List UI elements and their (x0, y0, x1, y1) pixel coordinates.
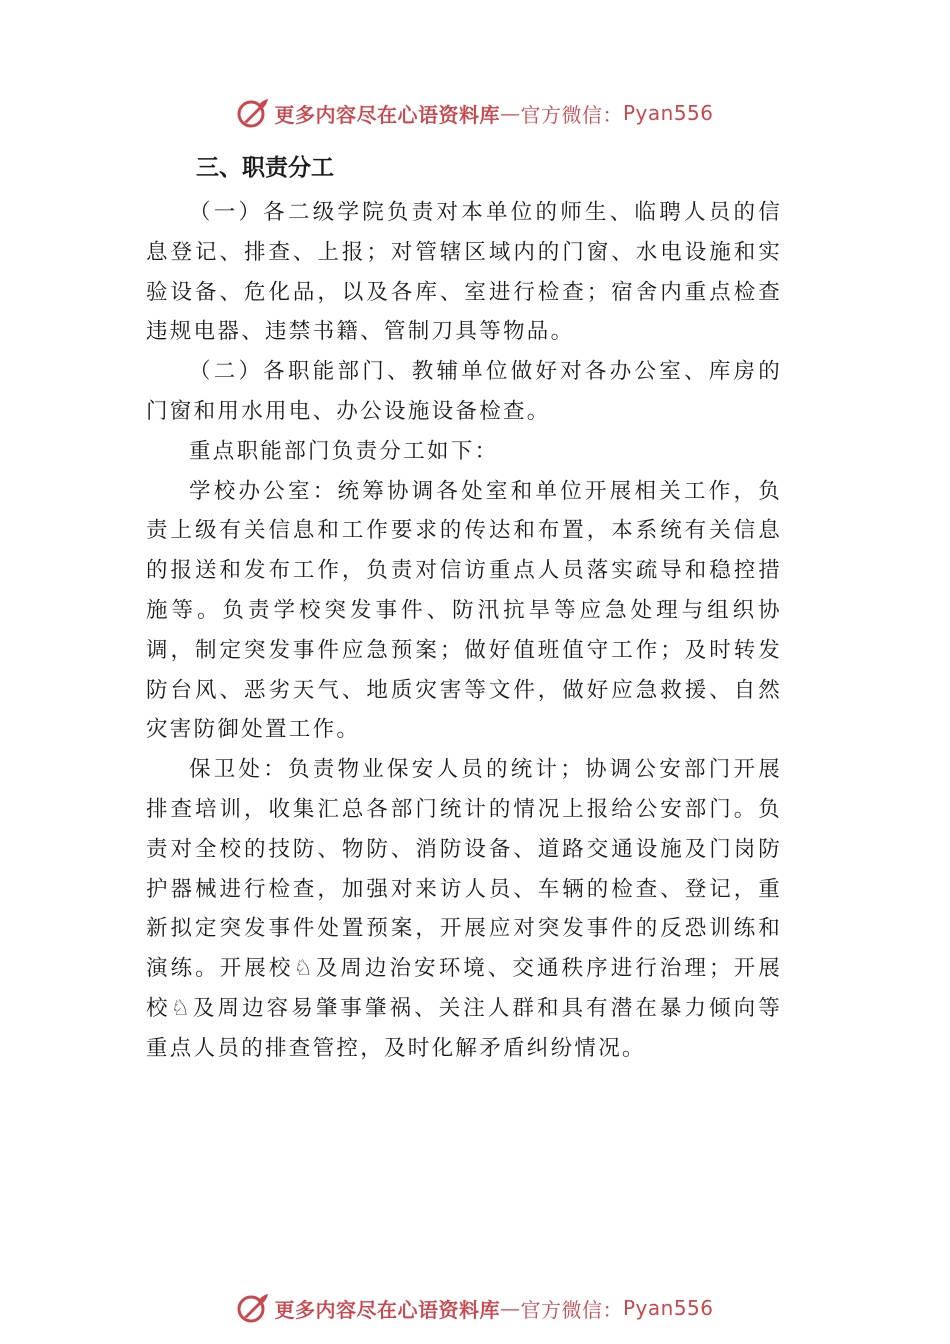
paragraph-3: 重点职能部门负责分工如下： (189, 438, 499, 464)
quill-logo-icon (236, 96, 270, 130)
watermark-brand: 更多内容尽在心语资料库 (274, 1297, 500, 1322)
watermark-separator: — (499, 101, 521, 125)
watermark-label: 官方微信： (520, 102, 623, 127)
paragraph-2: （二）各职能部门、教辅单位做好对各办公室、库房的门窗和用水用电、办公设施设备检查。 (146, 359, 782, 424)
paragraph-5: 保卫处：负责物业保安人员的统计；协调公安部门开展排查培训，收集汇总各部门统计的情况上报给公安部门。负责对全校的技防、物防、消防设备、道路交通设施及门岗防护器械进行检查，加强对来访人员、车辆的检查、登记，重新拟定突发事件处置预案，开展应对突发事件的反恐训练和演练。开展校♘及周边治安环境、交通秩序进行治理；开展校♘及周边容易肇事肇祸、关注人群和具有潜在暴力倾向等重点人员的排查管控，及时化解矛盾纠纷情况。 (146, 757, 782, 1061)
watermark-header (0, 96, 950, 130)
watermark-brand: 更多内容尽在心语资料库 (274, 102, 500, 127)
watermark-label: 官方微信： (520, 1297, 623, 1322)
paragraph-4: 学校办公室：统筹协调各处室和单位开展相关工作，负责上级有关信息和工作要求的传达和布置，本系统有关信息的报送和发布工作，负责对信访重点人员落实疏导和稳控措施等。负责学校突发事件、防汛抗旱等应急处理与组织协调，制定突发事件应急预案；做好值班值守工作；及时转发防台风、恶劣天气、地质灾害等文件，做好应急救援、自然灾害防御处置工作。 (146, 478, 782, 743)
watermark-footer (0, 1291, 950, 1325)
paragraph-1: （一）各二级学院负责对本单位的师生、临聘人员的信息登记、排查、上报；对管辖区域内的门窗、水电设施和实验设备、危化品，以及各库、室进行检查；宿舍内重点检查违规电器、违禁书籍、管制刀具等物品。 (146, 200, 782, 345)
watermark-separator: — (499, 1296, 521, 1320)
document-body (146, 150, 782, 1069)
watermark-handle: Pyan556 (622, 101, 714, 125)
watermark-handle: Pyan556 (622, 1296, 714, 1320)
section-heading: 三、职责分工 (196, 155, 334, 181)
quill-logo-icon (236, 1291, 270, 1325)
